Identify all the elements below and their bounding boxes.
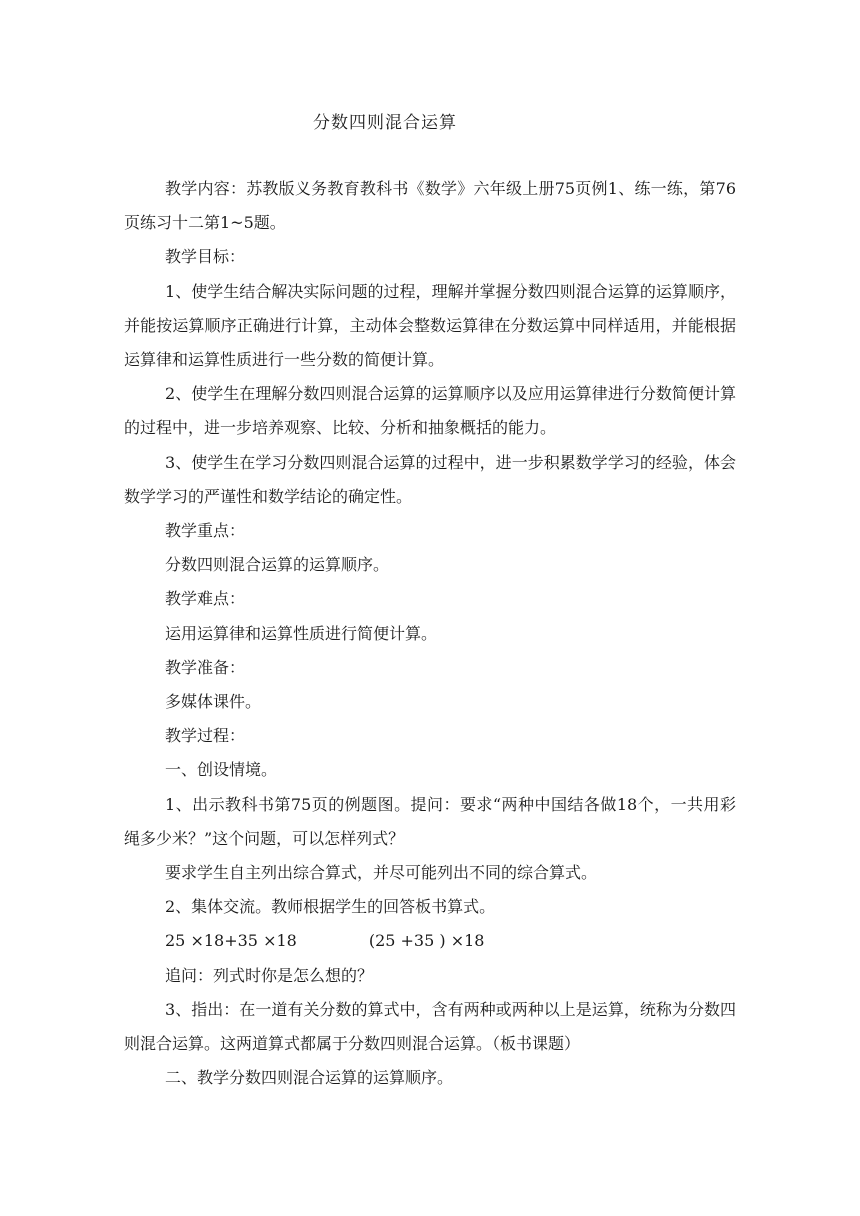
- document-body: [124, 172, 736, 1095]
- step-3-paragraph: 3、指出：在一道有关分数的算式中，含有两种或两种以上是运算，统称为分数四则混合运算。这两道算式都属于分数四则混合运算。（板书课题）: [124, 999, 736, 1054]
- process-heading: 教学过程：: [165, 726, 246, 746]
- key-points-heading: 教学重点：: [165, 521, 246, 541]
- section-2-heading: 二、教学分数四则混合运算的运算顺序。: [165, 1068, 454, 1088]
- objective-3-paragraph: 3、使学生在学习分数四则混合运算的过程中，进一步积累数学学习的经验，体会数学学习的严谨性和数学结论的确定性。: [124, 452, 736, 506]
- formula-a: 25 ×18+35 ×18: [165, 931, 297, 951]
- step-1-followup: 要求学生自主列出综合算式，并尽可能列出不同的综合算式。: [165, 863, 598, 883]
- step-1-paragraph: 1、出示教科书第75页的例题图。提问：要求“两种中国结各做18个，一共用彩绳多少米？”这个问题，可以怎样列式？: [124, 794, 736, 848]
- key-points-text: 分数四则混合运算的运算顺序。: [165, 555, 390, 575]
- formula-line: [124, 924, 736, 958]
- document-title: 分数四则混合运算: [313, 113, 457, 133]
- difficulties-text: 运用运算律和运算性质进行简便计算。: [165, 623, 438, 643]
- preparation-text: 多媒体课件。: [165, 692, 262, 712]
- preparation-heading: 教学准备：: [165, 657, 246, 677]
- objectives-heading: 教学目标：: [165, 247, 246, 267]
- difficulties-heading: 教学难点：: [165, 589, 246, 609]
- objective-1-paragraph: 1、使学生结合解决实际问题的过程，理解并掌握分数四则混合运算的运算顺序，并能按运算顺序正确进行计算，主动体会整数运算律在分数运算中同样适用，并能根据运算律和运算性质进行一些分数的简便计算。: [124, 281, 736, 370]
- formula-b: (25 +35 ) ×18: [368, 931, 485, 951]
- followup-question: 追问：列式时你是怎么想的？: [165, 965, 374, 985]
- teaching-content-paragraph: 教学内容：苏教版义务教育教科书《数学》六年级上册75页例1、练一练，第76页练习十二第1~5题。: [124, 179, 736, 233]
- objective-2-paragraph: 2、使学生在理解分数四则混合运算的运算顺序以及应用运算律进行分数简便计算的过程中，进一步培养观察、比较、分析和抽象概括的能力。: [124, 384, 736, 438]
- step-2-paragraph: 2、集体交流。教师根据学生的回答板书算式。: [165, 897, 496, 917]
- section-1-heading: 一、创设情境。: [165, 760, 278, 780]
